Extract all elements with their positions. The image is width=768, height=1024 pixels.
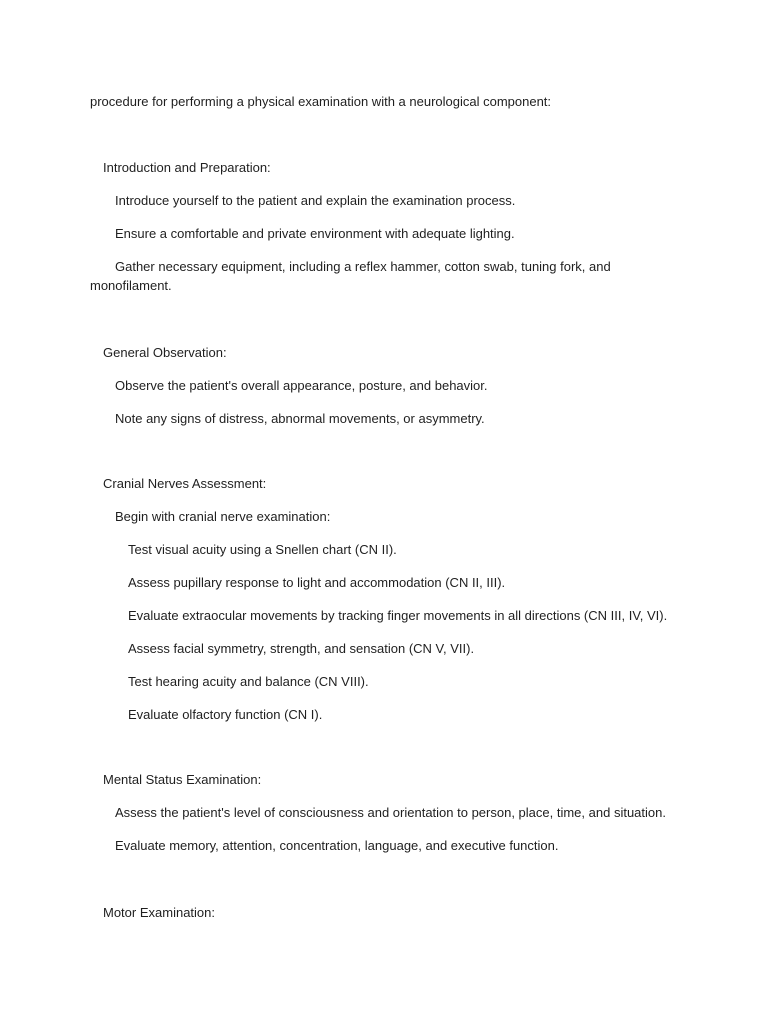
list-item: Gather necessary equipment, including a reflex hammer, cotton swab, tuning fork, and [115, 259, 611, 274]
section-heading-cranial-nerves: Cranial Nerves Assessment: [103, 476, 267, 491]
section-heading-motor: Motor Examination: [103, 905, 215, 920]
section-heading-introduction: Introduction and Preparation: [103, 160, 271, 175]
list-item: Note any signs of distress, abnormal movements, or asymmetry. [115, 411, 485, 426]
list-item-continuation: monofilament. [90, 278, 172, 293]
sub-list-item: Test hearing acuity and balance (CN VIII). [128, 674, 369, 689]
section-heading-mental-status: Mental Status Examination: [103, 772, 262, 787]
list-item-lead: Begin with cranial nerve examination: [115, 509, 331, 524]
sub-list-item: Assess pupillary response to light and accommodation (CN II, III). [128, 575, 506, 590]
sub-list-item: Evaluate extraocular movements by tracking finger movements in all directions (CN III, IV, VI). [128, 608, 668, 623]
list-item: Introduce yourself to the patient and explain the examination process. [115, 193, 516, 208]
sub-list-item: Assess facial symmetry, strength, and sensation (CN V, VII). [128, 641, 475, 656]
document-intro: procedure for performing a physical examination with a neurological component: [90, 94, 552, 109]
section-heading-general-observation: General Observation: [103, 345, 227, 360]
sub-list-item: Evaluate olfactory function (CN I). [128, 707, 323, 722]
list-item: Assess the patient's level of consciousness and orientation to person, place, time, and situation. [115, 805, 666, 820]
list-item: Ensure a comfortable and private environment with adequate lighting. [115, 226, 515, 241]
list-item: Observe the patient's overall appearance, posture, and behavior. [115, 378, 488, 393]
sub-list-item: Test visual acuity using a Snellen chart (CN II). [128, 542, 397, 557]
list-item: Evaluate memory, attention, concentration, language, and executive function. [115, 838, 559, 853]
